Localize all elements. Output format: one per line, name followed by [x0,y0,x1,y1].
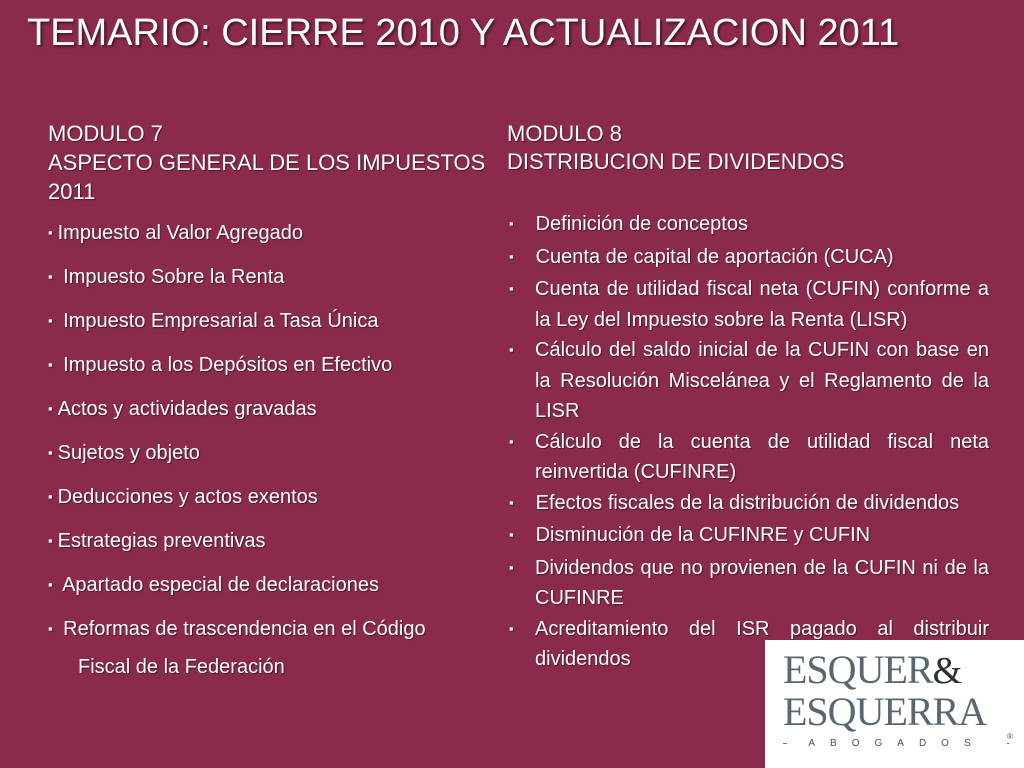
bullet-icon: ▪ [48,357,53,372]
list-item [507,335,989,427]
logo-name-first: ESQUER [783,647,933,692]
module-7-title: ASPECTO GENERAL DE LOS IMPUESTOS 2011 [48,150,486,204]
list-item-text: Cuenta de capital de aportación (CUCA) [535,245,894,268]
bullet-icon: ▪ [509,281,514,296]
list-item-text: Acreditamiento del ISR pagado al distribuir dividendos [535,617,989,670]
bullet-icon: ▪ [509,342,514,357]
list-item-text: Apartado especial de declaraciones [57,574,379,596]
list-item-text: Sujetos y objeto [57,442,200,464]
list-item-text: Impuesto a los Depósitos en Efectivo [57,354,393,376]
bullet-icon: ▪ [48,313,53,328]
list-item-text: Reformas de trascendencia en el Código [57,618,426,640]
bullet-icon: ▪ [509,620,514,636]
bullet-icon: ▪ [48,269,53,284]
logo-ampersand: & [932,650,962,692]
list-item-text: Cuenta de utilidad fiscal neta (CUFIN) conforme a la Ley del Impuesto sobre la Renta (LISR) [535,278,989,331]
list-item-text: Impuesto Empresarial a Tasa Única [57,310,379,332]
bullet-icon: ▪ [48,533,53,548]
list-item [507,427,989,488]
bullet-icon: ▪ [509,248,514,264]
list-item [48,527,494,557]
list-item-text: Estrategias preventivas [57,530,266,552]
module-7-column [48,120,494,681]
bullet-icon: ▪ [48,577,53,592]
bullet-icon: ▪ [48,445,53,460]
list-item [48,571,494,601]
list-item [507,488,989,521]
bullet-icon: ▪ [509,494,514,510]
logo-name-second: ESQUERRA [783,689,987,734]
bullet-icon: ▪ [48,401,53,416]
registered-mark-icon: ® [1007,732,1013,741]
list-item [48,439,494,469]
list-item [48,263,494,293]
bullet-icon: ▪ [509,216,514,231]
list-item [48,483,494,513]
bullet-icon: ▪ [48,489,53,504]
bullet-icon: ▪ [509,559,514,575]
list-item-text: Definición de conceptos [535,213,748,235]
module-7-topic-list [48,219,494,681]
list-item-text: Disminución de la CUFINRE y CUFIN [535,524,871,546]
module-8-topic-list [507,209,989,675]
list-item [507,242,989,275]
bullet-icon: ▪ [509,527,514,542]
list-item [507,553,989,614]
list-item [48,307,494,337]
list-item [507,520,989,553]
module-7-label: MODULO 7 [48,121,163,146]
module-8-column [507,120,989,675]
list-item-text: Actos y actividades gravadas [57,398,317,420]
list-item [48,351,408,381]
bullet-icon: ▪ [48,621,53,636]
bullet-icon: ▪ [48,225,53,240]
list-item-continuation: Fiscal de la Federación [78,656,285,678]
bullet-icon: ▪ [509,433,514,449]
list-item [48,395,494,425]
list-item [48,615,494,645]
list-item [507,274,989,335]
list-item [48,219,494,249]
list-item [507,209,989,242]
list-item-text: Cálculo del saldo inicial de la CUFIN con base en la Resolución Miscelánea y el Reglamento de la LISR [535,339,989,422]
list-item-text: Cálculo de la cuenta de utilidad fiscal neta reinvertida (CUFINRE) [535,430,989,483]
logo-tagline: ABOGADOS [787,738,1007,750]
slide-title: TEMARIO: CIERRE 2010 Y ACTUALIZACION 2011 [27,12,900,54]
company-logo [765,640,1024,768]
module-8-title: DISTRIBUCION DE DIVIDENDOS [507,149,845,174]
list-item-text: Impuesto al Valor Agregado [57,222,303,244]
logo-line1 [783,648,961,693]
list-item-text: Deducciones y actos exentos [57,486,318,508]
list-item-text: Dividendos que no provienen de la CUFIN ni de la CUFINRE [535,556,989,609]
module-8-label: MODULO 8 [507,121,622,146]
list-item-text: Impuesto Sobre la Renta [57,266,285,288]
list-item-text: Efectos fiscales de la distribución de dividendos [535,491,960,514]
